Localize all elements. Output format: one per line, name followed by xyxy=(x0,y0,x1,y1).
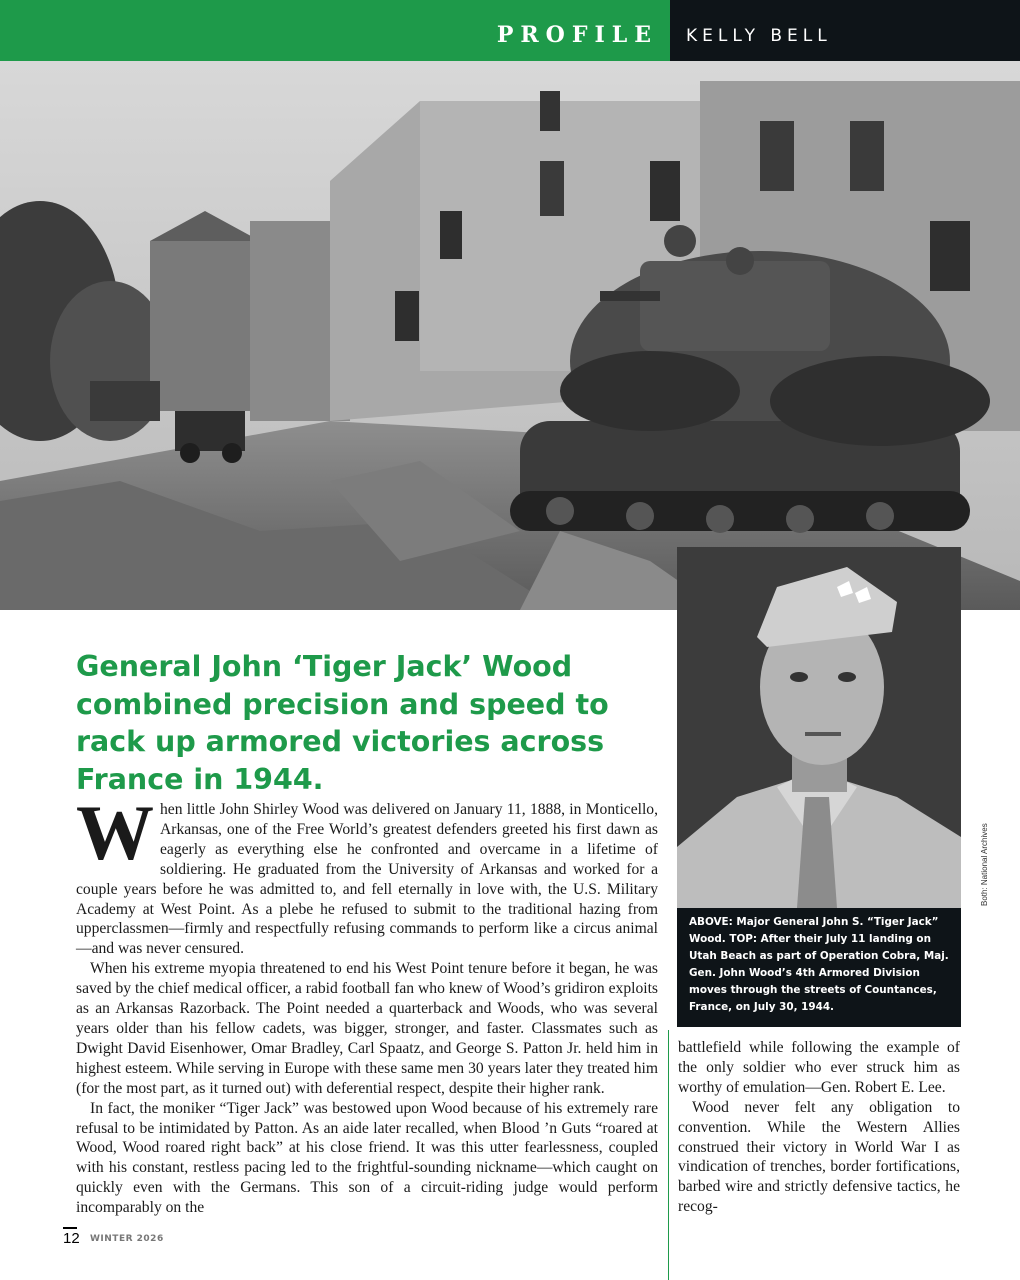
drop-cap: W xyxy=(76,789,154,876)
author-byline: KELLY BELL xyxy=(686,26,832,46)
paragraph-1 xyxy=(76,789,658,959)
paragraph-5: Wood never felt any obligation to convention. While the Western Allies construed their victory in World War I as vindication of trenches, border fortifications, barbed wire and strictly defensive tactics, he recog- xyxy=(678,1098,960,1216)
column-divider xyxy=(668,1030,669,1280)
page-number: 12 xyxy=(63,1230,80,1247)
article-body-right xyxy=(678,1038,960,1217)
paragraph-3: In fact, the moniker “Tiger Jack” was bestowed upon Wood because of his extremely rare refusal to be intimidated by Patton. As an aide later recalled, when Blood ’n Guts “roared at Wood, Wood roared right back” at his close friend. It was this utter fearlessness, coupled with his constant, restless pacing led to the frightful-sounding nickname—which caught on quickly even with the Germans. This son of a circuit-riding judge would perform incomparably on the xyxy=(76,1099,658,1217)
paragraph-2: When his extreme myopia threatened to end his West Point tenure before it began, he was saved by the chief medical officer, a rabid football fan who knew of Wood’s gridiron exploits as an Arkansas Razorback. The Point needed a quarterback and Woods, who was several years older than his fellow cadets, was bigger, stronger, and faster. Classmates such as Dwight David Eisenhower, Omar Bradley, Carl Spaatz, and George S. Patton Jr. held him in highest esteem. While serving in Europe with these same men 30 years later they treated him (for the most part, as it turned out) with deferential respect, despite their higher rank. xyxy=(76,960,658,1097)
headline: General John ‘Tiger Jack’ Wood combined precision and speed to rack up armored victories across France in 1944. xyxy=(76,650,609,796)
hero-photo xyxy=(0,61,1020,610)
article-body-left xyxy=(76,789,658,1218)
issue-label: WINTER 2026 xyxy=(90,1234,164,1244)
folio-rule xyxy=(63,1227,77,1229)
photo-credit: Both: National Archives xyxy=(980,823,989,906)
paragraph-4: battlefield while following the example of the only soldier who ever struck him as worthy of emulation—Gen. Robert E. Lee. xyxy=(678,1039,960,1096)
portrait-photo xyxy=(677,547,961,908)
section-label: PROFILE xyxy=(496,22,658,48)
photo-caption: ABOVE: Major General John S. “Tiger Jack” Wood. TOP: After their July 11 landing on Utah Beach as part of Operation Cobra, Maj. Gen. John Wood’s 4th Armored Division moves through the streets of Countances, France, on July 30, 1944. xyxy=(677,908,961,1027)
paragraph-1-text: hen little John Shirley Wood was delivered on January 11, 1888, in Monticello, Arkansas, one of the Free World’s greatest defenders greeted his first dawn as eagerly as everything else he confronted and overcame in a lifetime of soldiering. He graduated from the University of Arkansas and worked for a couple years before he was admitted to, and fell eternally in love with, the U.S. Military Academy at West Point. As a plebe he refused to submit to the traditional hazing from upperclassmen—firmly and respectfully refusing commands to perform like a circus animal—and was never censured. xyxy=(76,801,658,958)
